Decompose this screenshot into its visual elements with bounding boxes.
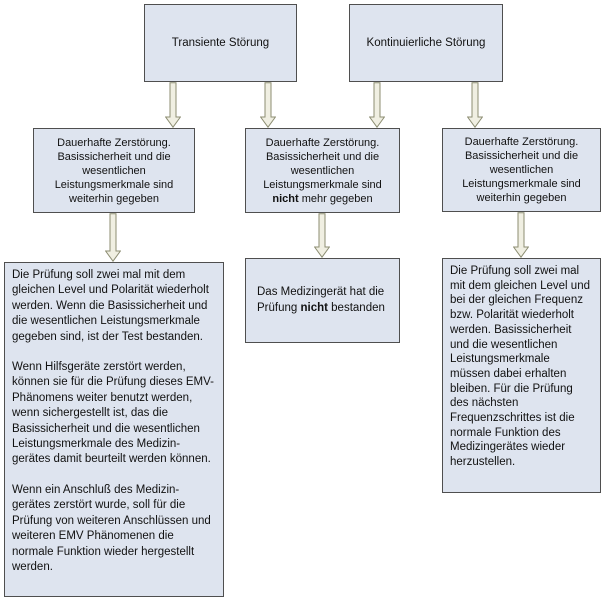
- down-arrow-left-to-result-icon: [105, 213, 121, 262]
- emphasis-nicht-failed: nicht: [300, 301, 328, 314]
- box-continuous-disturbance-label: Kontinuierliche Störung: [366, 37, 486, 49]
- box-transient-disturbance-label: Transiente Störung: [171, 37, 270, 49]
- box-test-failed-text: Das Medizingerät hat die Prüfung nicht bestanden: [257, 286, 385, 314]
- emphasis-nicht: nicht: [272, 192, 299, 205]
- down-arrow-transient-to-left-icon: [165, 82, 181, 128]
- box-destroyed-safety-maintained-right: [442, 128, 601, 212]
- down-arrow-right-to-result-icon: [513, 212, 529, 258]
- box-test-failed: [245, 258, 400, 343]
- down-arrow-center-to-result-icon: [314, 213, 330, 258]
- down-arrow-transient-to-center-icon: [260, 82, 276, 128]
- box-continuous-disturbance: [349, 4, 503, 82]
- down-arrow-continuous-to-center-icon: [369, 82, 385, 128]
- box-test-procedure-transient: [4, 262, 224, 597]
- box-destroyed-safety-maintained-left: [33, 128, 195, 213]
- down-arrow-continuous-to-right-icon: [467, 82, 483, 128]
- box-destroyed-safety-maintained-left-text: Dauerhafte Zerstörung. Basissicherheit und die wesentlichen Leistungsmerkmale sind weiterhin gegeben: [54, 136, 174, 205]
- box-destroyed-safety-lost-center-text: Dauerhafte Zerstörung. Basissicherheit und die wesentlichen Leistungsmerkmale sind nicht mehr gegeben: [263, 136, 382, 205]
- paragraph-destroyed-port: Wenn ein Anschluß des Medizin-gerätes zerstört wurde, soll für die Prüfung von weiteren Anschlüssen und weiteren EMV Phänomenen die normale Funktion wieder hergestellt werden.: [12, 483, 211, 573]
- box-test-procedure-continuous: [442, 258, 601, 493]
- paragraph-repeat-test: Die Prüfung soll zwei mal mit dem gleichen Level und Polarität wiederholt werden. Wenn die Basissicherheit und die wesentlichen Leistungsmerkmale gegeben sind, ist der Test bestanden.: [12, 269, 209, 343]
- box-destroyed-safety-maintained-right-text: Dauerhafte Zerstörung. Basissicherheit und die wesentlichen Leistungsmerkmale sind weiterhin gegeben: [462, 136, 581, 204]
- paragraph-auxiliary-devices: Wenn Hilfsgeräte zerstört werden, können sie für die Prüfung dieses EMV-Phänomens weiter benutzt werden, wenn sichergestellt ist, das die Basissicherheit und die wesentlichen Leistungsmerkmale des Medizin-gerätes damit beurteilt werden können.: [12, 361, 215, 466]
- box-destroyed-safety-lost-center: [245, 128, 400, 213]
- box-transient-disturbance: [144, 4, 297, 82]
- box-test-procedure-continuous-text: Die Prüfung soll zwei mal mit dem gleichen Level und bei der gleichen Frequenz bzw. Polarität wiederholt werden. Basissicherheit und die wesentlichen Leistungsmerkmale müssen dabei erhalten bleiben. Für die Prüfung des nächsten Frequenzschrittes ist die normale Funktion des Medizingerätes wieder herzustellen.: [450, 265, 590, 469]
